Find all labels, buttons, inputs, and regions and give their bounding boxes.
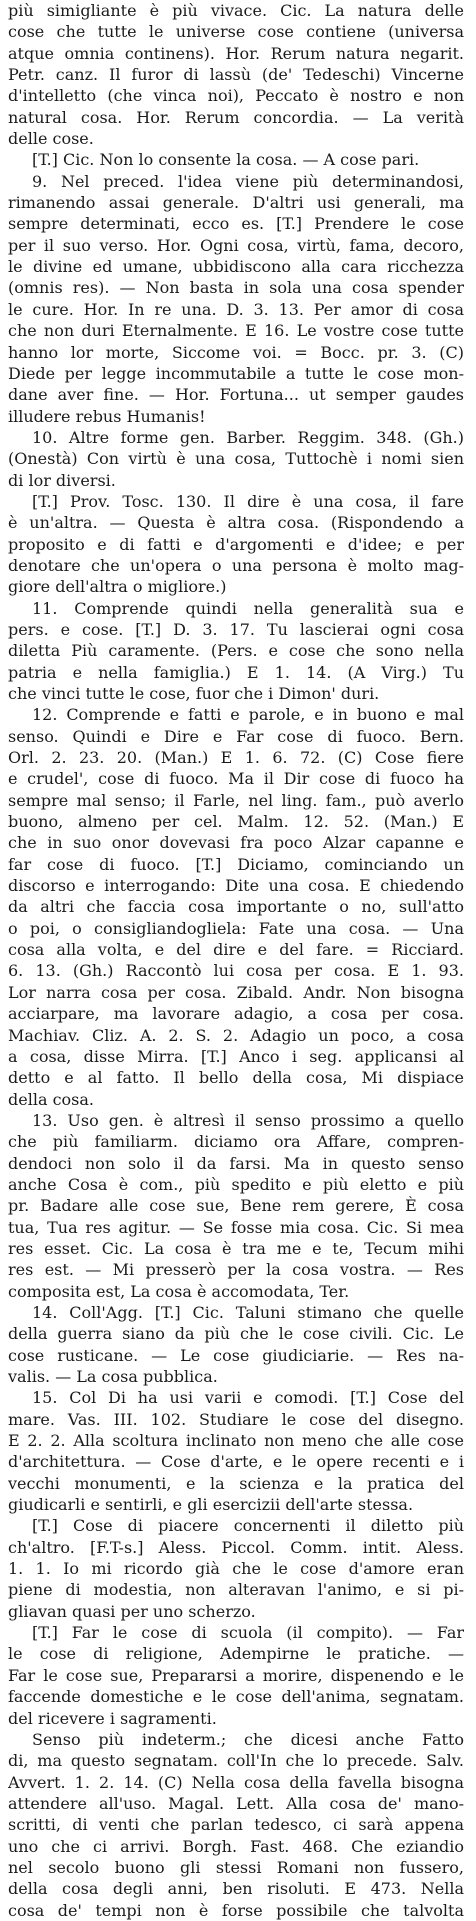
text-line: diletta Più caramente. (Pers. e cose che sono nella xyxy=(8,641,464,661)
text-line: piene di modestia, non alteravan l'animo, e si pi- xyxy=(8,1580,464,1600)
text-line: 14. Coll'Agg. [T.] Cic. Taluni stimano che quelle xyxy=(32,1302,464,1322)
text-line: Far le cose sue, Prepararsi a morire, dispenendo e le xyxy=(8,1665,464,1685)
text-line: di, ma questo segnatam. coll'In che lo precede. Salv. xyxy=(8,1751,464,1771)
text-line: cose rusticane. — Le cose giudiciarie. — Res na- xyxy=(8,1345,464,1365)
text-line: attendere all'uso. Magal. Lett. Alla cosa de' mano- xyxy=(8,1793,464,1813)
text-line: valis. — La cosa pubblica. xyxy=(8,1367,218,1386)
text-line: pr. Badare alle cose sue, Bene rem gerere, È cosa xyxy=(8,1196,464,1216)
text-line: delle cose. xyxy=(8,129,94,149)
text-line: a cosa, disse Mirra. [T.] Anco i seg. applicansi al xyxy=(8,1046,464,1066)
text-line: le cure. Hor. In re una. D. 3. 13. Per amor di cosa xyxy=(8,299,464,319)
text-line: è un'altra. — Questa è altra cosa. (Rispondendo a xyxy=(8,513,464,533)
text-line: di lor diversi. xyxy=(8,470,116,490)
text-line: da altri che faccia cosa importante o no, sull'atto xyxy=(8,897,464,917)
text-line: hanno lor morte, Siccome voi. = Bocc. pr. 3. (C) xyxy=(8,342,464,362)
text-line: tua, Tua res agitur. — Se fosse mia cosa. Cic. Si mea xyxy=(8,1217,464,1237)
text-line: che più familiarm. diciamo ora Affare, compren- xyxy=(8,1132,464,1152)
text-line: natural cosa. Hor. Rerum concordia. — La verità xyxy=(8,107,464,127)
text-line: atque omnia continens). Hor. Rerum natura negarit. xyxy=(8,43,464,63)
text-line: res esset. Cic. La cosa è tra me e te, Tecum mihi xyxy=(8,1238,464,1258)
text-line: Senso più indeterm.; che dicesi anche Fatto xyxy=(32,1729,464,1749)
text-line: Orl. 2. 23. 20. (Man.) E 1. 6. 72. (C) Cose fiere xyxy=(8,748,464,768)
text-line: del ricevere i sagramenti. xyxy=(8,1708,217,1728)
text-line: (omnis res). — Non basta in sola una cosa spender xyxy=(8,278,464,298)
text-line: (Onestà) Con virtù è una cosa, Tuttochè i nomi sien xyxy=(8,449,464,469)
text-line: anche Cosa è com., più spedito e più eletto e più xyxy=(8,1174,464,1194)
text-line: o poi, o consigliandogliela: Fate una cosa. — Una xyxy=(8,918,464,938)
text-line: patria e nella famiglia.) E 1. 14. (A Virg.) Tu xyxy=(8,662,464,682)
text-line: Petr. canz. Il furor di lassù (de' Tedeschi) Vincerne xyxy=(8,65,464,85)
text-line: 15. Col Di ha usi varii e comodi. [T.] Cose del xyxy=(32,1388,464,1408)
text-line: denotare che un'opera o una persona è molto mag- xyxy=(8,555,464,575)
text-line: [T.] Far le cose di scuola (il compito). — Far xyxy=(32,1623,464,1643)
text-line: pers. e cose. [T.] D. 3. 17. Tu lascierai ogni cosa xyxy=(8,619,464,639)
text-line: 11. Comprende quindi nella generalità sua e xyxy=(32,598,464,618)
text-line: [T.] Cic. Non lo consente la cosa. — A cose pari. xyxy=(32,150,420,170)
text-line: rimanendo assai generale. D'altri usi generali, ma xyxy=(8,193,464,213)
text-line: le divine ed umane, ubbidiscono alla cara ricchezza xyxy=(8,257,464,277)
text-line: 6. 13. (Gh.) Raccontò lui cosa per cosa. E 1. 93. xyxy=(8,961,464,981)
text-line: illudere rebus Humanis! xyxy=(8,406,206,426)
text-line: della cosa degli anni, ben risoluti. E 473. Nella xyxy=(8,1879,464,1899)
text-line: composita est, La cosa è accomodata, Ter. xyxy=(8,1281,350,1301)
text-line: detto e al fatto. Il bello della cosa, Mi dispiace xyxy=(8,1068,464,1088)
text-line: ch'altro. [F.T-s.] Aless. Piccol. Comm. intit. Aless. xyxy=(8,1537,464,1557)
text-line: buono, almeno per cel. Malm. 12. 52. (Man.) E xyxy=(8,812,464,832)
text-line: cose che tutte le universe cose contiene (universa xyxy=(8,22,464,42)
text-line: Lor narra cosa per cosa. Zibald. Andr. Non bisogna xyxy=(8,982,464,1002)
text-line: proposito e di fatti e d'argomenti e d'idee; e per xyxy=(8,534,464,554)
text-line: uno che ci arrivi. Borgh. Fast. 468. Che eziandio xyxy=(8,1836,464,1856)
text-line: [T.] Cose di piacere concernenti il diletto più xyxy=(32,1516,464,1536)
text-line: giudicarli e sentirli, e gli esercizii dell'arte stessa. xyxy=(8,1495,414,1515)
text-line: 12. Comprende e fatti e parole, e in buono e mal xyxy=(32,705,464,725)
text-line: senso. Quindi e Dire e Far cose di fuoco. Bern. xyxy=(8,726,464,746)
text-line: cosa alla volta, e del dire e del fare. = Ricciard. xyxy=(8,940,464,960)
text-line: sempre determinati, ecco es. [T.] Prendere le cose xyxy=(8,214,464,234)
text-line: Diede per legge incommutabile a tutte le cose mon- xyxy=(8,363,464,383)
text-line: 9. Nel preced. l'idea viene più determinandosi, xyxy=(32,171,464,191)
text-line: della cosa. xyxy=(8,1089,94,1109)
text-line: sempre mal senso; il Farle, nel ling. fam., può averlo xyxy=(8,790,464,810)
text-line: [T.] Prov. Tosc. 130. Il dire è una cosa, il fare xyxy=(32,491,464,511)
text-line: Machiav. Cliz. A. 2. S. 2. Adagio un poco, a cosa xyxy=(8,1025,464,1045)
text-line: dane aver fine. — Hor. Fortuna... ut semper gaudes xyxy=(8,385,464,405)
text-line: che in suo onor dovevasi fra poco Alzar capanne e xyxy=(8,833,464,853)
text-line: giore dell'altra o migliore.) xyxy=(8,577,227,597)
text-line: far cose di fuoco. [T.] Diciamo, cominciando un xyxy=(8,854,464,874)
text-line: gliavan quasi per uno scherzo. xyxy=(8,1601,256,1621)
text-line: Avvert. 1. 2. 14. (C) Nella cosa della favella bisogna xyxy=(8,1772,464,1792)
text-line: scritti, di venti che parlan tedesco, ci sarà appena xyxy=(8,1815,464,1835)
text-line: che non duri Eternalmente. E 16. Le vostre cose tutte xyxy=(8,321,464,341)
text-line: cosa de' tempi non è forse possibile che talvolta xyxy=(8,1900,464,1920)
text-line: acciarpare, ma lavorare adagio, a cosa per cosa. xyxy=(8,1004,464,1024)
text-line: nel secolo buono gli stessi Romani non fussero, xyxy=(8,1857,464,1877)
text-line: le cose di religione, Adempirne le pratiche. — xyxy=(8,1644,464,1664)
text-line: 1. 1. Io mi ricordo già che le cose d'amore eran xyxy=(8,1559,464,1579)
text-line: e crudel', cose di fuoco. Ma il Dir cose di fuoco ha xyxy=(8,769,464,789)
text-line: 13. Uso gen. è altresì il senso prossimo a quello xyxy=(32,1110,464,1130)
text-line: d'architettura. — Cose d'arte, e le opere recenti e i xyxy=(8,1452,464,1472)
text-line: d'intelletto (che vinca noi), Peccato è nostro e non xyxy=(8,86,464,106)
text-line: mare. Vas. III. 102. Studiare le cose del disegno. xyxy=(8,1409,464,1429)
text-line: vecchi monumenti, e la scienza e la pratica del xyxy=(8,1473,464,1493)
text-line: 10. Altre forme gen. Barber. Reggim. 348. (Gh.) xyxy=(32,427,464,447)
text-line: faccende domestiche e le cose dell'anima, segnatam. xyxy=(8,1687,464,1707)
text-line: della guerra siano da più che le cose civili. Cic. Le xyxy=(8,1324,464,1344)
text-line: E 2. 2. Alla scoltura inclinato non meno che alle cose xyxy=(8,1431,464,1451)
text-line: che vinci tutte le cose, fuor che i Dimon' duri. xyxy=(8,684,380,703)
text-line: discorso e interrogando: Dite una cosa. E chiedendo xyxy=(8,876,464,896)
text-line: più simigliante è più vivace. Cic. La natura delle xyxy=(8,1,464,20)
text-line: dendoci non solo il da farsi. Ma in questo senso xyxy=(8,1153,464,1173)
text-line: res est. — Mi presserò per la cosa vostra. — Res xyxy=(8,1260,464,1280)
text-line: per il suo verso. Hor. Ogni cosa, virtù, fama, decoro, xyxy=(8,235,464,255)
